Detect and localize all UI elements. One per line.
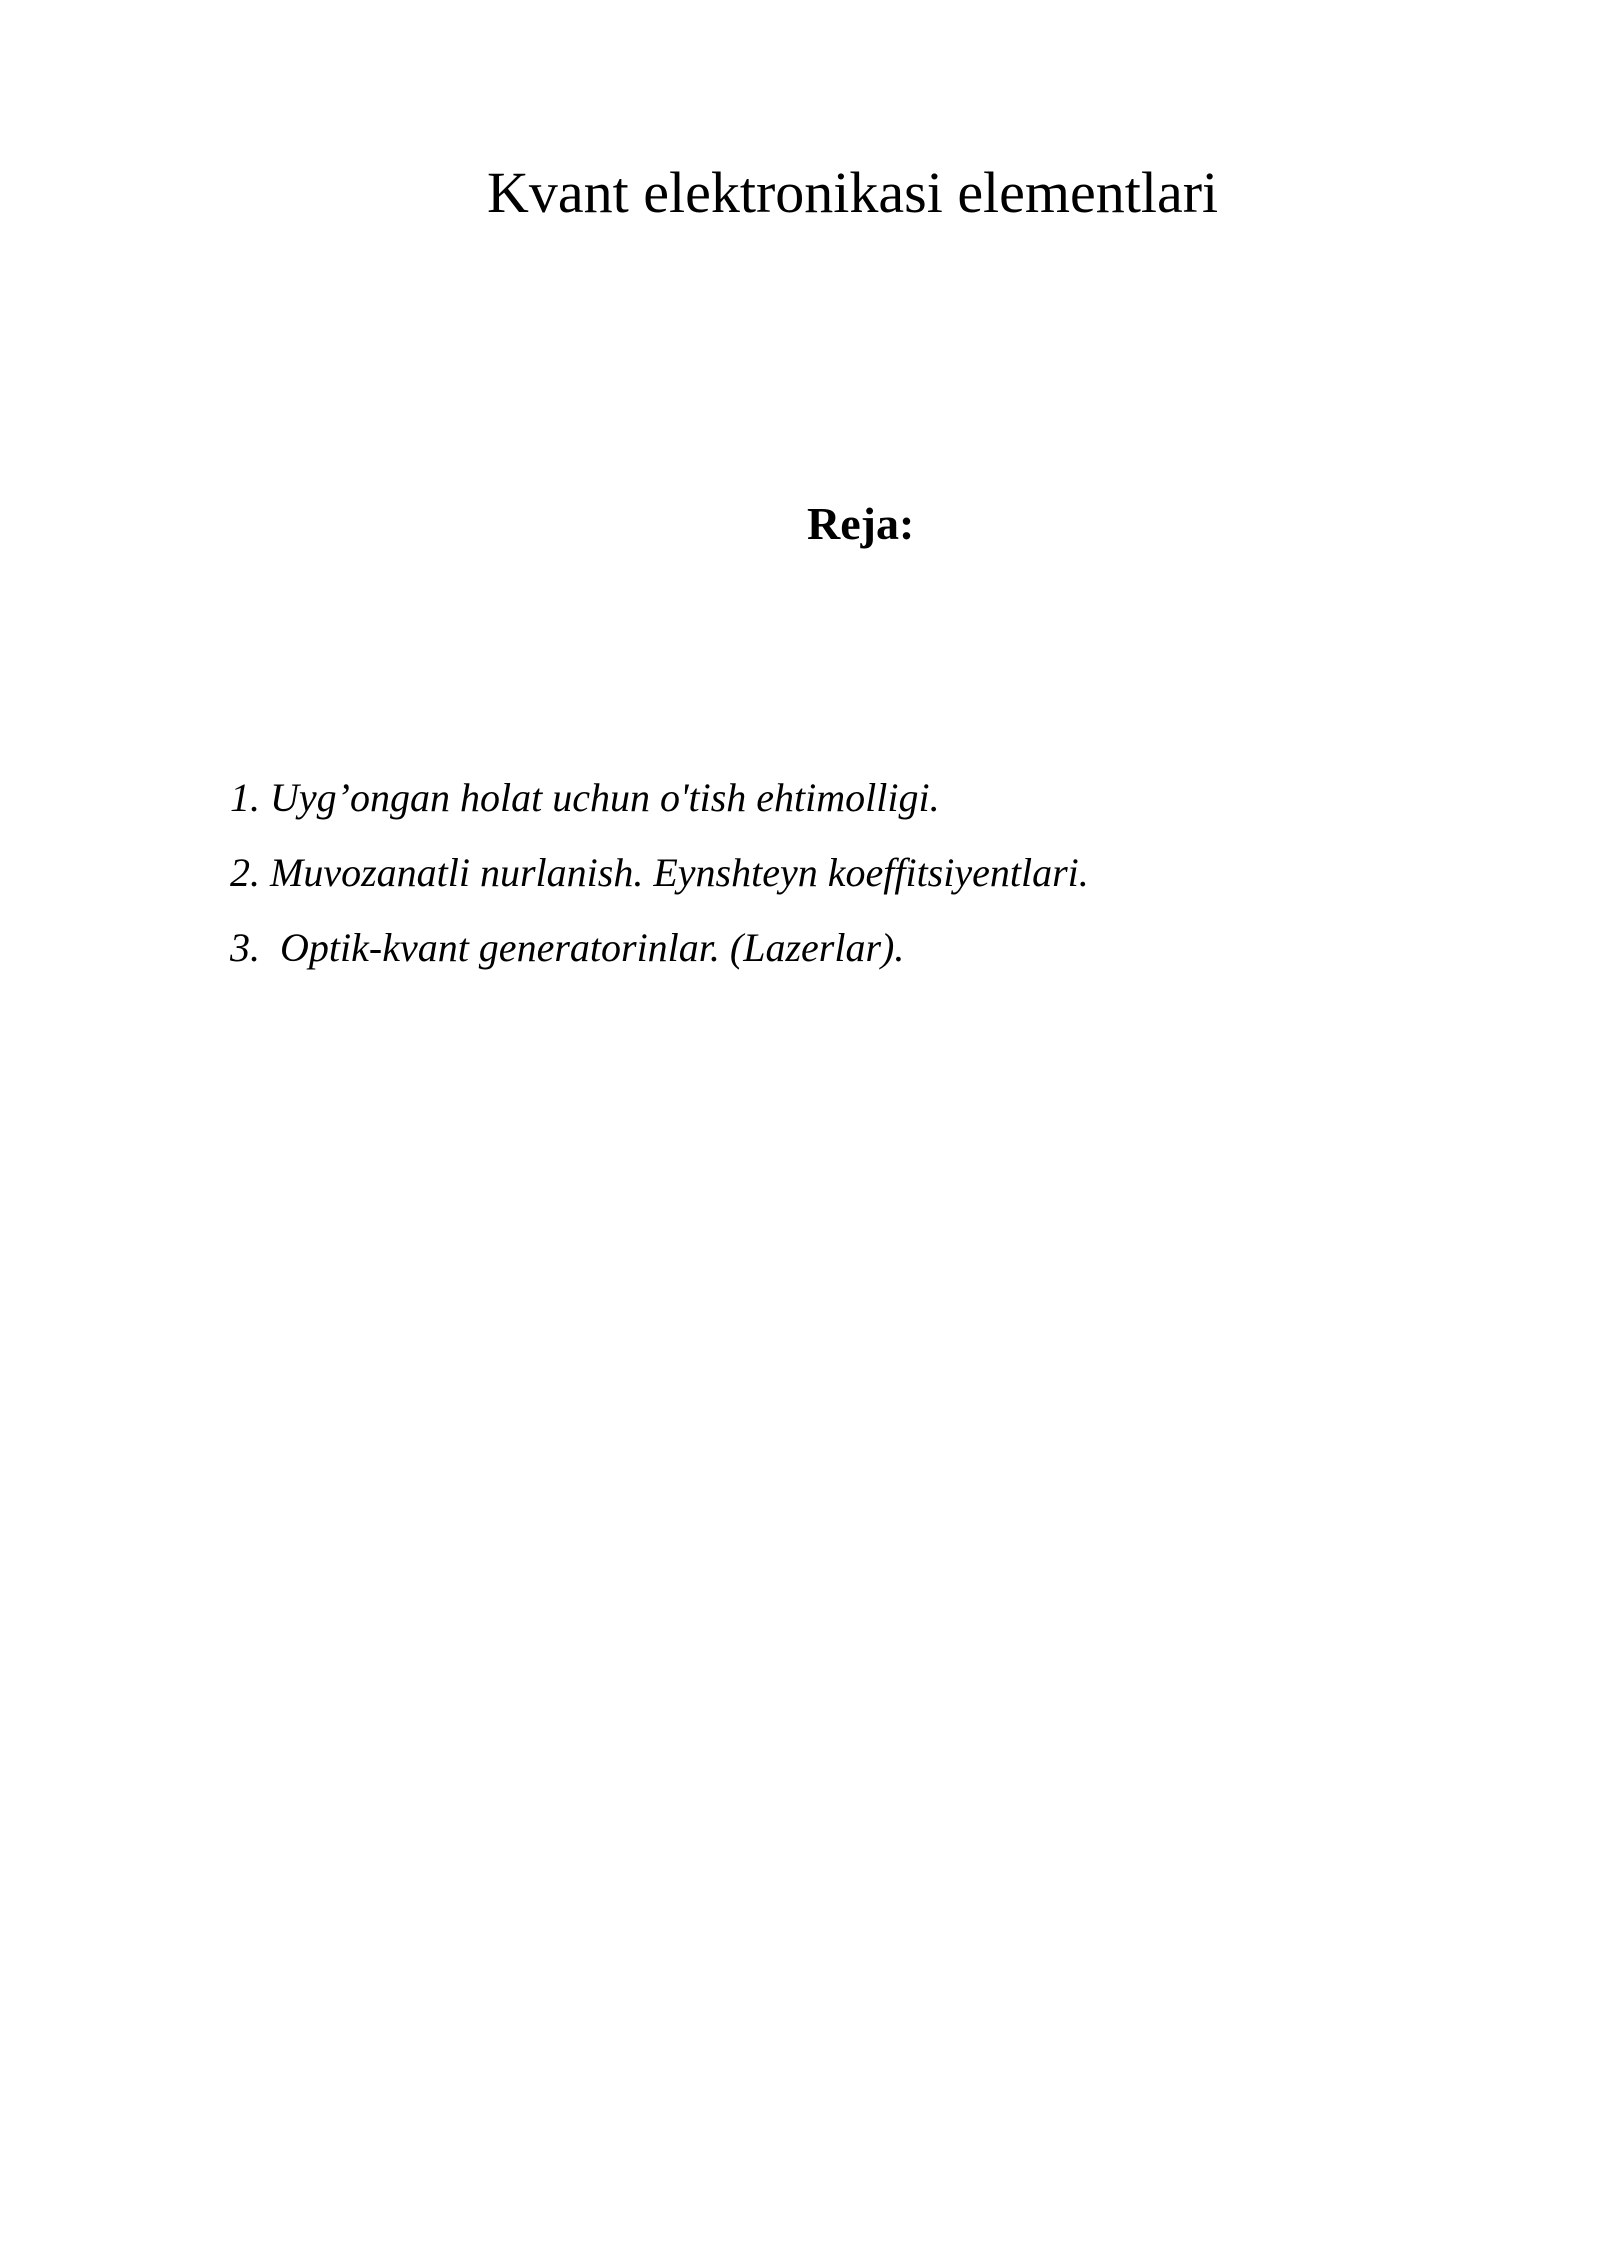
plan-item-text: Muvozanatli nurlanish. Eynshteyn koeffitsiyentlari. xyxy=(270,850,1089,895)
plan-list xyxy=(230,760,1089,985)
plan-item-3 xyxy=(230,910,1089,985)
plan-item-number: 3. xyxy=(230,925,280,970)
plan-heading: Reja: xyxy=(807,498,915,549)
plan-item-1 xyxy=(230,760,1089,835)
plan-item-text: Uyg’ongan holat uchun o'tish ehtimolligi. xyxy=(270,775,940,820)
plan-item-text: Optik-kvant generatorinlar. (Lazerlar). xyxy=(280,925,905,970)
plan-item-number: 1. xyxy=(230,775,270,820)
plan-item-2 xyxy=(230,835,1089,910)
plan-item-number: 2. xyxy=(230,850,270,895)
page-title: Kvant elektronikasi elementlari xyxy=(487,160,1219,225)
